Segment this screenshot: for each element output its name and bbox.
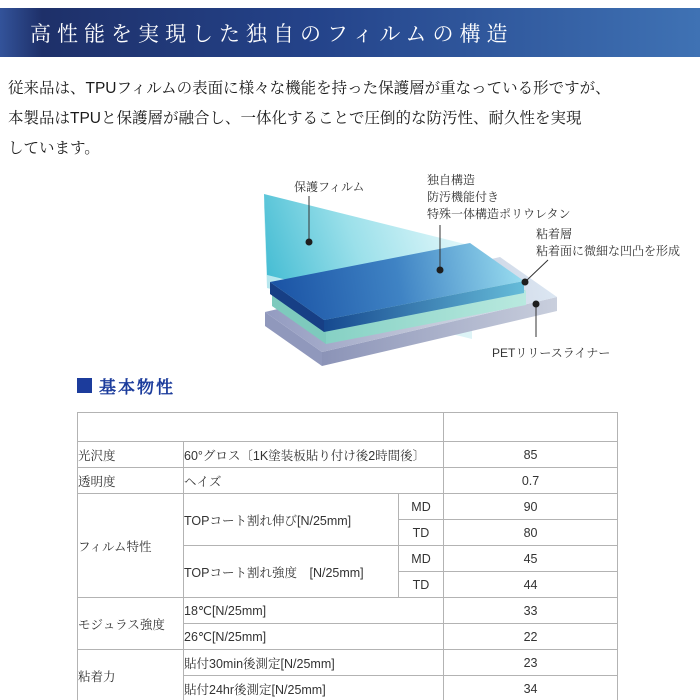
row-value: 44 [444,572,618,598]
film-structure-diagram [0,165,700,370]
label-unique-structure-line-2: 防汚機能付き [427,190,500,204]
row-test: TOPコート割れ伸び[N/25mm] [184,494,399,546]
label-adhesive-layer-line-1: 粘着層 [536,227,573,241]
label-protective-film: 保護フィルム [294,180,365,194]
intro-line-1: 従来品は、TPUフィルムの表面に様々な機能を持った保護層が重なっている形ですが、 [8,80,611,97]
page-title: 高性能を実現した独自のフィルムの構造 [30,21,514,46]
row-test: TOPコート割れ強度 [N/25mm] [184,546,399,598]
row-value: 90 [444,494,618,520]
table-row [78,468,618,494]
label-unique-structure-line-3: 特殊一体構造ポリウレタン [427,207,571,221]
section-title-text: 基本物性 [99,378,175,397]
row-value: 33 [444,598,618,624]
row-value: 34 [444,676,618,700]
row-category: フィルム特性 [78,494,184,598]
table-row [78,494,618,520]
row-direction: TD [399,520,444,546]
product-column-header: ECHELON Headlight PPF [444,413,618,442]
row-category: 光沢度 [78,442,184,468]
row-value: 80 [444,520,618,546]
label-adhesive-layer [536,226,680,260]
row-test: 26℃[N/25mm] [184,624,444,650]
row-value: 0.7 [444,468,618,494]
row-value: 22 [444,624,618,650]
row-category: 粘着力 [78,650,184,700]
row-category: 透明度 [78,468,184,494]
intro-line-2: 本製品はTPUと保護層が融合し、一体化することで圧倒的な防汚性、耐久性を実現 [8,110,582,127]
label-adhesive-layer-line-2: 粘着面に微細な凹凸を形成 [536,244,681,258]
row-direction: MD [399,494,444,520]
label-pet-release-liner: PETリリースライナー [492,346,611,360]
row-value: 23 [444,650,618,676]
intro-paragraph [8,74,696,164]
row-test: ヘイズ [184,468,444,494]
section-title [77,373,175,398]
row-direction: MD [399,546,444,572]
row-direction: TD [399,572,444,598]
row-test: 60°グロス〔1K塗装板貼り付け後2時間後〕 [184,442,444,468]
label-unique-structure-line-1: 独自構造 [427,173,476,187]
row-value: 85 [444,442,618,468]
page-header-banner [0,8,700,57]
spec-table [77,412,618,700]
table-corner-diagonal-cell [78,413,444,442]
intro-line-3: しています。 [8,140,100,157]
table-row [78,442,618,468]
table-row [78,650,618,676]
row-test: 18℃[N/25mm] [184,598,444,624]
table-header-row [78,413,618,442]
row-test: 貼付30min後測定[N/25mm] [184,650,444,676]
label-unique-structure [427,172,571,223]
section-marker-icon [77,378,92,393]
table-row [78,598,618,624]
row-test: 貼付24hr後測定[N/25mm] [184,676,444,700]
row-value: 45 [444,546,618,572]
row-category: モジュラス強度 [78,598,184,650]
